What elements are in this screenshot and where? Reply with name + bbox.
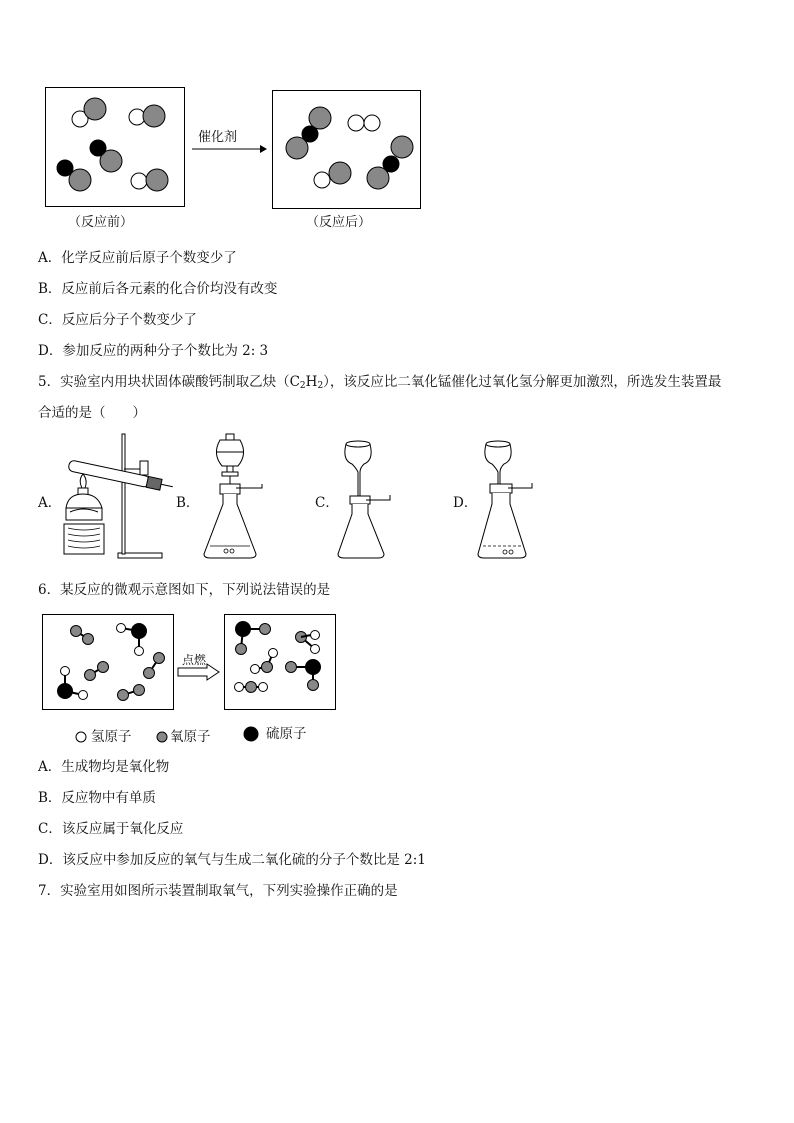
apparatus-a-heating-tube xyxy=(58,432,178,562)
q5-label-b: B． xyxy=(176,495,200,511)
before-reaction-box xyxy=(45,87,185,207)
q6-option-c: C．该反应属于氧化反应 xyxy=(38,821,184,837)
q6-option-b: B．反应物中有单质 xyxy=(38,790,156,806)
before-caption: （反应前） xyxy=(68,215,134,230)
q4-option-b: B．反应前后各元素的化合价均没有改变 xyxy=(38,281,278,297)
q4-option-c: C．反应后分子个数变少了 xyxy=(38,312,197,328)
before-molecules xyxy=(46,88,184,206)
apparatus-c-funnel-flask xyxy=(334,434,404,564)
catalyst-label: 催化剂 xyxy=(198,130,238,145)
q5-label-d: D． xyxy=(453,495,478,511)
q5-label-c: C． xyxy=(315,495,339,511)
q6-reactants-box xyxy=(42,614,174,710)
legend-sulfur-label: 硫原子 xyxy=(266,726,307,742)
apparatus-d-funnel-flask-liquid xyxy=(474,434,544,564)
after-reaction-box xyxy=(272,90,421,209)
legend-hydrogen-label: 氢原子 xyxy=(91,729,132,745)
legend-oxygen-label: 氧原子 xyxy=(170,729,211,745)
q6-stem: 6．某反应的微观示意图如下，下列说法错误的是 xyxy=(38,582,331,598)
q6-reaction-arrow xyxy=(177,664,221,680)
legend-oxygen-icon xyxy=(156,731,168,743)
apparatus-b-separatory-funnel xyxy=(200,434,270,564)
q6-product-molecules xyxy=(225,615,335,709)
q7-stem: 7．实验室用如图所示装置制取氧气，下列实验操作正确的是 xyxy=(38,883,398,899)
q4-option-a: A．化学反应前后原子个数变少了 xyxy=(38,250,237,266)
q5-stem-line2: 合适的是（ ） xyxy=(38,405,146,421)
after-molecules xyxy=(273,91,420,208)
q5-stem-line1: 5．实验室内用块状固体碳酸钙制取乙炔$(C_2H_2)$，该反应比二氧化锰催化过氧化氢分解更加激烈，所选发生装置最 xyxy=(38,374,722,391)
q6-option-d: D．该反应中参加反应的氧气与生成二氧化硫的分子个数比是 2:1 xyxy=(38,852,426,868)
after-caption: （反应后） xyxy=(306,215,372,230)
q4-option-d: D．参加反应的两种分子个数比为 2: 3 xyxy=(38,343,269,359)
q6-reactant-molecules xyxy=(43,615,173,709)
q5-label-a: A． xyxy=(38,495,62,511)
q6-option-a: A．生成物均是氧化物 xyxy=(38,759,170,775)
q6-products-box xyxy=(224,614,336,710)
legend-sulfur-icon xyxy=(243,726,259,742)
legend-hydrogen-icon xyxy=(75,731,87,743)
q6-condition-label: 点燃 xyxy=(182,653,207,667)
